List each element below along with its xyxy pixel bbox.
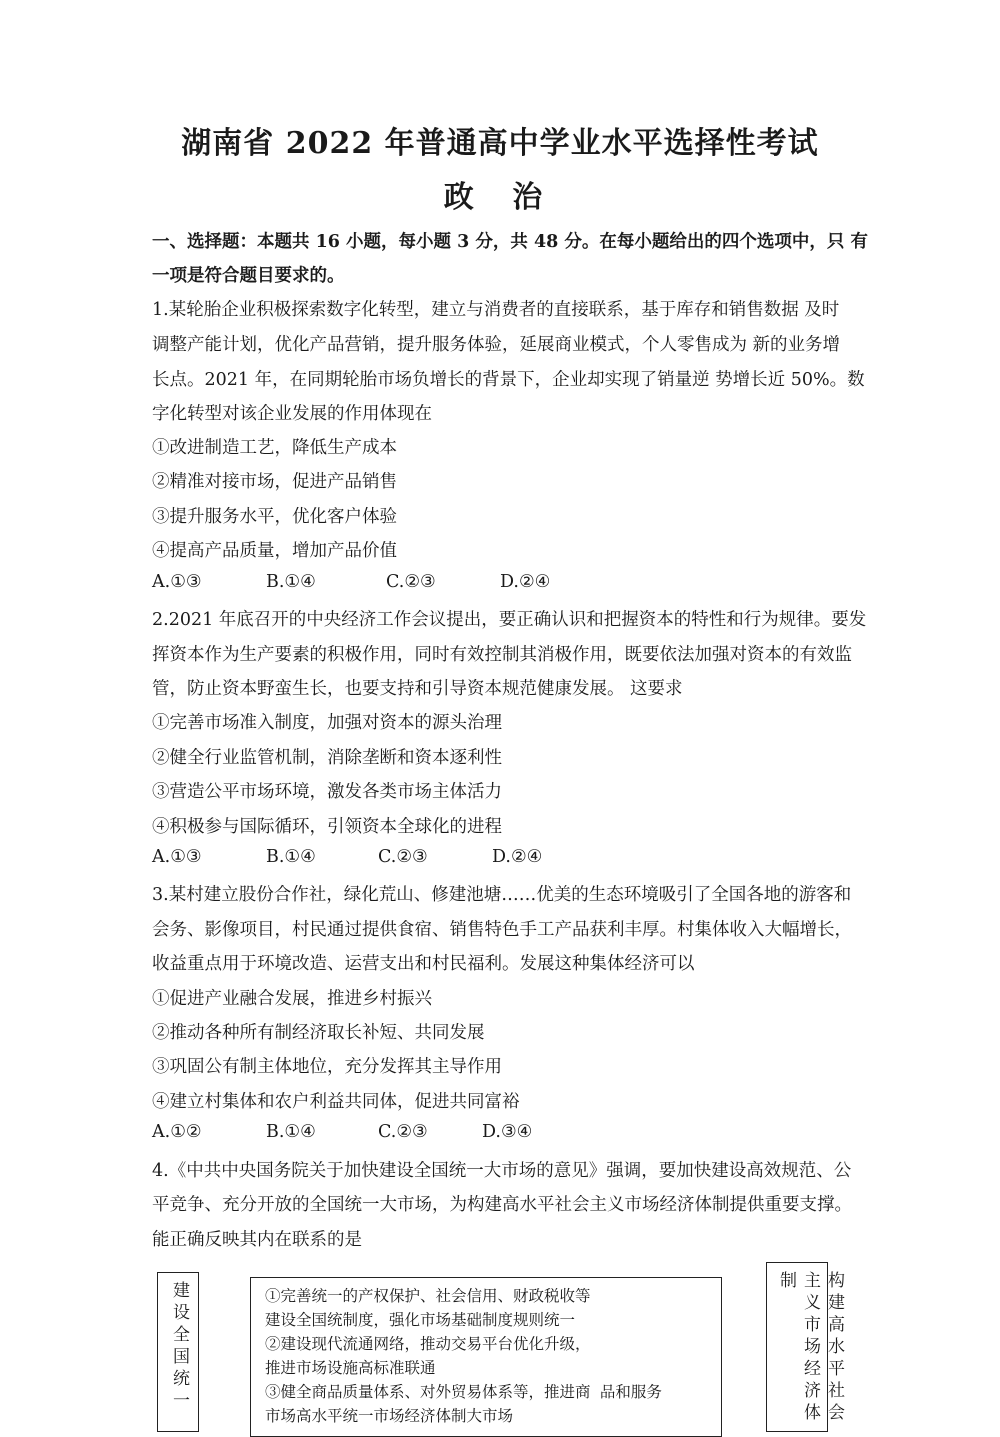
- diagram-left-box: [157, 1272, 199, 1432]
- diagram-left-label: 建设全国统一: [169, 1281, 189, 1413]
- diagram-line: ②建设现代流通网络，推动交易平台优化升级，: [265, 1335, 591, 1353]
- question-1-stem: 1.某轮胎企业积极探索数字化转型，建立与消费者的直接联系，基于库存和销售数据 及时: [152, 300, 840, 320]
- question-2-item: ③营造公平市场环境，激发各类市场主体活力: [152, 782, 502, 802]
- question-3-stem: 3.某村建立股份合作社，绿化荒山、修建池塘……优美的生态环境吸引了全国各地的游客和: [152, 885, 852, 905]
- option-d: D.③④: [482, 1122, 533, 1142]
- question-3-stem: 会务、影像项目，村民通过提供食宿、销售特色手工产品获利丰厚。村集体收入大幅增长，: [152, 920, 852, 940]
- exam-title: 湖南省 2022 年普通高中学业水平选择性考试: [181, 126, 819, 161]
- option-c: C.②③: [378, 847, 428, 867]
- question-4-stem: 能正确反映其内在联系的是: [152, 1230, 362, 1250]
- question-3-item: ①促进产业融合发展，推进乡村振兴: [152, 989, 432, 1009]
- option-a: A.①③: [152, 572, 202, 592]
- option-c: C.②③: [386, 572, 436, 592]
- diagram-line: ①完善统一的产权保护、社会信用、财政税收等: [265, 1287, 591, 1305]
- question-2-item: ④积极参与国际循环，引领资本全球化的进程: [152, 817, 502, 837]
- question-3-stem: 收益重点用于环境改造、运营支出和村民福利。发展这种集体经济可以: [152, 954, 695, 974]
- question-3-item: ②推动各种所有制经济取长补短、共同发展: [152, 1023, 485, 1043]
- question-1-item: ①改进制造工艺，降低生产成本: [152, 438, 397, 458]
- option-a: A.①③: [152, 847, 202, 867]
- diagram-line: 推进市场设施高标准联通: [265, 1359, 436, 1377]
- subject-title: 政 治: [443, 180, 557, 215]
- question-1-stem: 调整产能计划，优化产品营销，提升服务体验，延展商业模式，个人零售成为 新的业务增: [152, 335, 841, 355]
- diagram-line: 建设全国统制度，强化市场基础制度规则统一: [265, 1311, 576, 1329]
- option-b: B.①④: [266, 847, 316, 867]
- question-2-stem: 2.2021 年底召开的中央经济工作会议提出，要正确认识和把握资本的特性和行为规律。要发: [152, 610, 867, 630]
- section-heading-cont: 一项是符合题目要求的。: [152, 266, 345, 286]
- option-a: A.①②: [152, 1122, 202, 1142]
- question-2-item: ②健全行业监管机制，消除垄断和资本逐利性: [152, 748, 502, 768]
- question-1-stem: 长点。2021 年，在同期轮胎市场负增长的背景下，企业却实现了销量逆 势增长近 50%。数: [152, 370, 865, 390]
- question-1-item: ③提升服务水平，优化客户体验: [152, 507, 397, 527]
- option-b: B.①④: [266, 1122, 316, 1142]
- question-4-stem: 平竞争、充分开放的全国统一大市场，为构建高水平社会主义市场经济体制提供重要支撑。: [152, 1195, 852, 1215]
- question-2-stem: 管，防止资本野蛮生长，也要支持和引导资本规范健康发展。 这要求: [152, 679, 683, 699]
- question-4-stem: 4.《中共中央国务院关于加快建设全国统一大市场的意见》强调，要加快建设高效规范、公: [152, 1161, 852, 1181]
- option-d: D.②④: [492, 847, 543, 867]
- option-d: D.②④: [500, 572, 551, 592]
- question-3-item: ④建立村集体和农户利益共同体，促进共同富裕: [152, 1092, 520, 1112]
- question-2-stem: 挥资本作为生产要素的积极作用，同时有效控制其消极作用，既要依法加强对资本的有效监: [152, 645, 852, 665]
- question-1-stem: 字化转型对该企业发展的作用体现在: [152, 404, 432, 424]
- diagram-line: ③健全商品质量体系、对外贸易体系等，推进商 品和服务: [265, 1383, 662, 1401]
- question-1-item: ④提高产品质量，增加产品价值: [152, 541, 397, 561]
- question-2-item: ①完善市场准入制度，加强对资本的源头治理: [152, 713, 502, 733]
- diagram-line: 市场高水平统一市场经济体制大市场: [265, 1407, 514, 1425]
- diagram-middle-box: [250, 1277, 722, 1437]
- option-c: C.②③: [378, 1122, 428, 1142]
- diagram-right-box: [766, 1262, 844, 1432]
- diagram-right-label: 构建高水平社会主义市场经济体制: [776, 1271, 844, 1425]
- question-3-item: ③巩固公有制主体地位，充分发挥其主导作用: [152, 1057, 502, 1077]
- question-1-item: ②精准对接市场，促进产品销售: [152, 472, 397, 492]
- section-heading: 一、选择题：本题共 16 小题，每小题 3 分，共 48 分。在每小题给出的四个选项中，只 有: [152, 232, 869, 252]
- option-b: B.①④: [266, 572, 316, 592]
